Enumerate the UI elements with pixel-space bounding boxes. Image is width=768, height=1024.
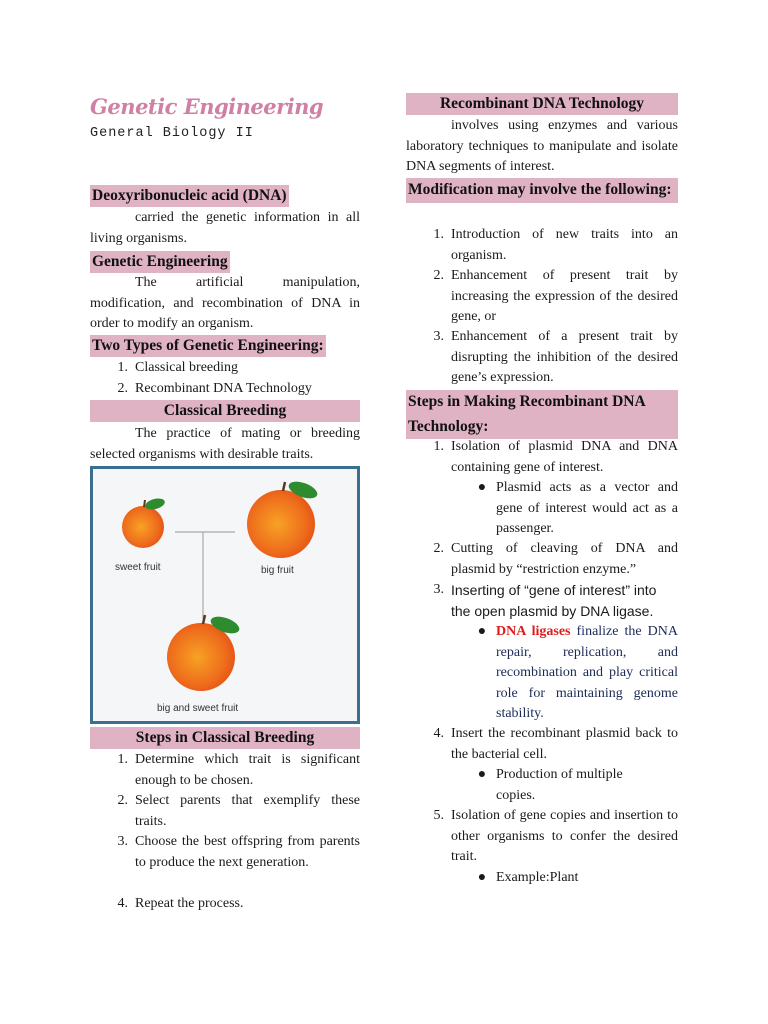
sweet-fruit-icon <box>122 497 166 548</box>
rdna-step: 1. Isolation of plasmid DNA and DNA containing gene of interest. <box>433 439 678 475</box>
dna-text: carried the genetic information in all living organisms. <box>90 210 360 246</box>
classical-step: 4. Repeat the process. <box>117 896 244 911</box>
big-fruit-icon <box>247 478 319 558</box>
breeding-figure <box>90 466 360 724</box>
modification-item: 1. Introduction of new traits into an organism. <box>433 227 678 263</box>
rdna-step: 4. Insert the recombinant plasmid back to the bacterial cell. <box>433 726 678 762</box>
dna-ligases-term: DNA ligases <box>496 624 571 639</box>
modification-heading: Modification may involve the following: <box>406 178 678 203</box>
classical-breeding-text: The practice of mating or breeding selected organisms with desirable traits. <box>90 426 360 462</box>
rdna-bullet: ● DNA ligases finalize the DNA repair, replication, and recombination and play critical role for maintaining genome stability. <box>477 624 678 721</box>
rdna-step: 2. Cutting of cleaving of DNA and plasmid by “restriction enzyme.” <box>433 541 678 577</box>
dna-heading: Deoxyribonucleic acid (DNA) <box>90 185 289 207</box>
breeding-illustration <box>93 469 357 721</box>
label-sweet-fruit: sweet fruit <box>115 562 161 573</box>
label-big-fruit: big fruit <box>261 565 294 576</box>
document-title: Genetic Engineering <box>90 94 324 119</box>
document-subtitle: General Biology II <box>90 126 254 141</box>
ge-heading: Genetic Engineering <box>90 251 230 273</box>
classical-step: 2. Select parents that exemplify these traits. <box>117 793 360 829</box>
rdna-bullet: ● Production of multiple copies. <box>477 767 623 803</box>
rdna-step: 5. Isolation of gene copies and insertion to other organisms to confer the desired trait. <box>433 808 678 864</box>
modification-item: 3. Enhancement of a present trait by disrupting the inhibition of the desired gene’s expression. <box>433 329 678 385</box>
steps-rdna-heading: Steps in Making Recombinant DNA Technology: <box>406 390 678 439</box>
label-big-sweet-fruit: big and sweet fruit <box>157 703 239 714</box>
ge-text: The artificial manipulation, modification, and recombination of DNA in order to modify an organism. <box>90 275 360 331</box>
classical-step: 1. Determine which trait is significant enough to be chosen. <box>117 752 360 788</box>
rdna-bullet: ● Example:Plant <box>477 870 579 885</box>
rdna-bullet: ● Plasmid acts as a vector and gene of interest would act as a passenger. <box>477 480 678 536</box>
classical-breeding-heading: Classical Breeding <box>90 400 360 422</box>
classical-step: 3. Choose the best offspring from parents to produce the next generation. <box>117 834 360 870</box>
big-sweet-fruit-icon <box>167 613 241 691</box>
rdna-text: involves using enzymes and various laboratory techniques to manipulate and isolate DNA segments of interest. <box>406 118 678 174</box>
rdna-heading: Recombinant DNA Technology <box>406 93 678 115</box>
steps-classical-heading: Steps in Classical Breeding <box>90 727 360 749</box>
rdna-step: 3. Inserting of “gene of interest” into the open plasmid by DNA ligase. <box>433 582 657 619</box>
types-heading: Two Types of Genetic Engineering: <box>90 335 326 357</box>
modification-item: 2. Enhancement of present trait by increasing the expression of the desired gene, or <box>433 268 678 324</box>
